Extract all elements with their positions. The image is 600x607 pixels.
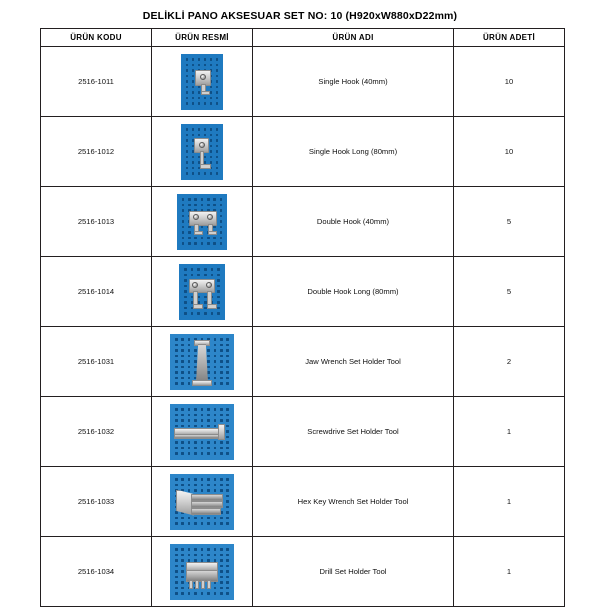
pegboard-drill-set-holder-icon — [170, 544, 234, 600]
pegboard-double-hook-long-icon — [179, 264, 225, 320]
cell-product-qty: 5 — [454, 187, 565, 257]
column-header-code: ÜRÜN KODU — [41, 29, 152, 47]
cell-product-image — [152, 537, 253, 607]
cell-product-code: 2516-1011 — [41, 47, 152, 117]
cell-product-name: Single Hook Long (80mm) — [253, 117, 454, 187]
cell-product-qty: 2 — [454, 327, 565, 397]
table-row — [41, 467, 565, 537]
cell-product-image — [152, 47, 253, 117]
cell-product-code: 2516-1034 — [41, 537, 152, 607]
cell-product-name: Screwdrive Set Holder Tool — [253, 397, 454, 467]
page-title: DELİKLİ PANO AKSESUAR SET NO: 10 (H920xW880xD22mm) — [142, 10, 458, 22]
table-row — [41, 187, 565, 257]
cell-product-qty: 5 — [454, 257, 565, 327]
cell-product-name: Single Hook (40mm) — [253, 47, 454, 117]
cell-product-name: Double Hook Long (80mm) — [253, 257, 454, 327]
table-row — [41, 117, 565, 187]
cell-product-code: 2516-1032 — [41, 397, 152, 467]
cell-product-code: 2516-1014 — [41, 257, 152, 327]
product-table — [40, 28, 565, 607]
cell-product-qty: 1 — [454, 397, 565, 467]
pegboard-hex-key-holder-icon — [170, 474, 234, 530]
cell-product-name: Hex Key Wrench Set Holder Tool — [253, 467, 454, 537]
table-row — [41, 47, 565, 117]
pegboard-double-hook-icon — [177, 194, 227, 250]
table-row — [41, 397, 565, 467]
cell-product-qty: 10 — [454, 117, 565, 187]
cell-product-image — [152, 467, 253, 537]
column-header-qty: ÜRÜN ADETİ — [454, 29, 565, 47]
table-header-row — [41, 29, 565, 47]
table-row — [41, 257, 565, 327]
cell-product-qty: 1 — [454, 537, 565, 607]
cell-product-image — [152, 397, 253, 467]
cell-product-name: Jaw Wrench Set Holder Tool — [253, 327, 454, 397]
pegboard-screwdriver-holder-icon — [170, 404, 234, 460]
cell-product-image — [152, 117, 253, 187]
pegboard-single-hook-long-icon — [181, 124, 223, 180]
cell-product-code: 2516-1033 — [41, 467, 152, 537]
pegboard-single-hook-icon — [181, 54, 223, 110]
column-header-image: ÜRÜN RESMİ — [152, 29, 253, 47]
cell-product-name: Drill Set Holder Tool — [253, 537, 454, 607]
cell-product-qty: 1 — [454, 467, 565, 537]
cell-product-code: 2516-1013 — [41, 187, 152, 257]
column-header-name: ÜRÜN ADI — [253, 29, 454, 47]
table-row — [41, 537, 565, 607]
cell-product-image — [152, 187, 253, 257]
cell-product-qty: 10 — [454, 47, 565, 117]
cell-product-image — [152, 327, 253, 397]
cell-product-image — [152, 257, 253, 327]
table-row — [41, 327, 565, 397]
pegboard-jaw-wrench-holder-icon — [170, 334, 234, 390]
cell-product-code: 2516-1012 — [41, 117, 152, 187]
cell-product-name: Double Hook (40mm) — [253, 187, 454, 257]
cell-product-code: 2516-1031 — [41, 327, 152, 397]
